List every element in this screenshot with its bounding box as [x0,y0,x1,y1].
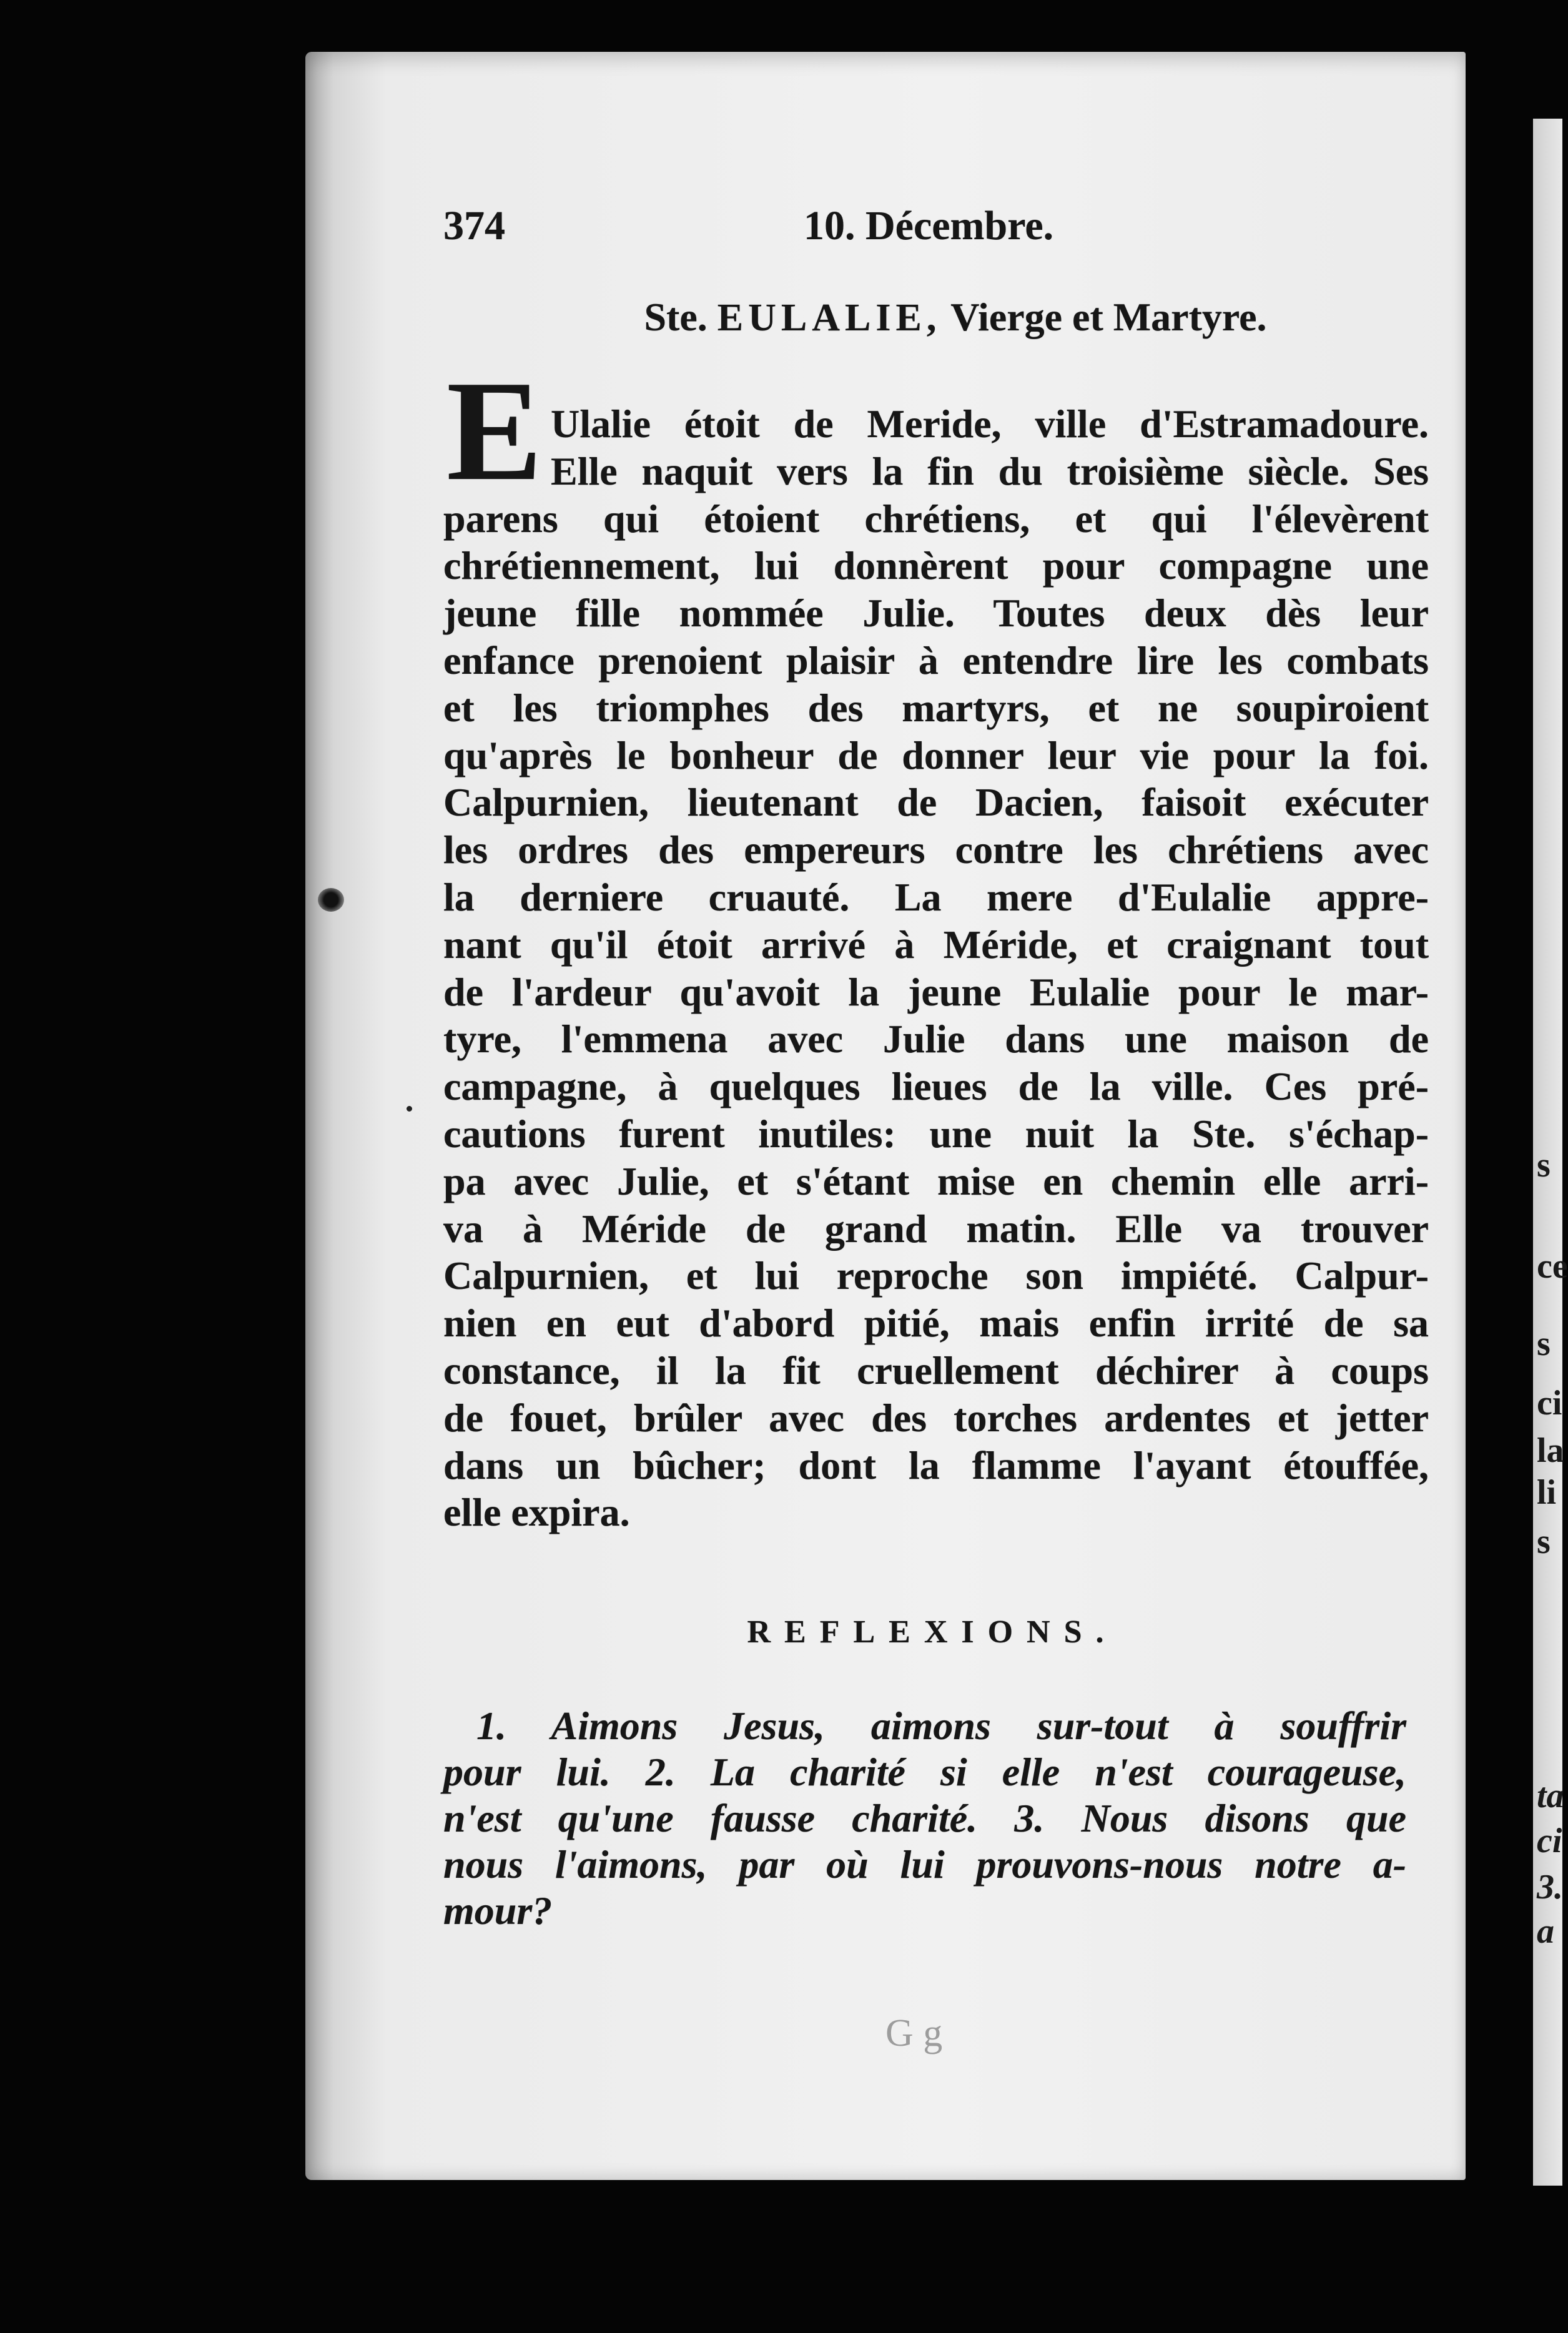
body-line: de l'ardeur qu'avoit la jeune Eulalie pour le mar- [443,969,1429,1014]
reflection-line: pour lui. 2. La charité si elle n'est courageuse, [443,1750,1406,1794]
body-line: pa avec Julie, et s'étant mise en chemin elle arri- [443,1158,1429,1203]
body-line: cautions furent inutiles: une nuit la Ste. s'échap- [443,1111,1429,1156]
body-line: nant qu'il étoit arrivé à Méride, et craignant tout [443,922,1429,967]
adjacent-page-fragment: s [1537,1324,1551,1363]
adjacent-page-fragment: a [1537,1912,1554,1951]
body-line: campagne, à quelques lieues de la ville. Ces pré- [443,1064,1429,1109]
reflection-line: n'est qu'une fausse charité. 3. Nous disons que [443,1796,1406,1840]
body-line: dans un bûcher; dont la flamme l'ayant étouffée, [443,1443,1429,1487]
reflection-line: mour? [443,1888,553,1933]
body-line: va à Méride de grand matin. Elle va trouver [443,1206,1429,1251]
body-line: Calpurnien, et lui reproche son impiété. Calpur- [443,1253,1429,1298]
book-page [305,52,1466,2180]
adjacent-page-fragment: ci [1537,1822,1562,1860]
page-number: 374 [443,203,505,249]
body-text [443,400,1429,1536]
body-line: parens qui étoient chrétiens, et qui l'élevèrent [443,496,1429,541]
body-line: enfance prenoient plaisir à entendre lire les combats [443,638,1429,683]
body-line: la derniere cruauté. La mere d'Eulalie appre- [443,874,1429,919]
adjacent-page-fragment: ta [1537,1777,1564,1815]
reflections-heading: REFLEXIONS. [747,1614,1118,1650]
drop-cap: E [446,351,543,510]
adjacent-page-fragment: 3. [1537,1868,1563,1906]
reflection-line: 1. Aimons Jesus, aimons sur-tout à souffrir [476,1704,1406,1748]
adjacent-page-fragment: s [1537,1146,1551,1185]
body-line: nien en eut d'abord pitié, mais enfin irrité de sa [443,1301,1429,1346]
adjacent-page-fragment: li [1537,1473,1557,1512]
title-prefix: Ste. [644,295,708,339]
reflection-line: nous l'aimons, par où lui prouvons-nous notre a- [443,1842,1406,1887]
adjacent-page-fragment: s [1537,1522,1551,1561]
ink-speck [407,1106,412,1112]
title-name: EULALIE, [717,297,942,339]
adjacent-page-fragment: la [1537,1431,1564,1470]
body-line: Ulalie étoit de Meride, ville d'Estramadoure. [551,402,1429,446]
body-line: constance, il la fit cruellement déchirer à coups [443,1348,1429,1393]
body-line: qu'après le bonheur de donner leur vie pour la foi. [443,732,1429,777]
body-line: chrétiennement, lui donnèrent pour compagne une [443,543,1429,588]
reflections-text [443,1703,1406,1934]
body-line: Elle naquit vers la fin du troisième siècle. Ses [551,448,1429,493]
running-head: 10. Décembre. [804,203,1054,249]
body-line: tyre, l'emmena avec Julie dans une maison de [443,1017,1429,1062]
ink-blot [318,888,344,912]
body-line: Calpurnien, lieutenant de Dacien, faisoit exécuter [443,780,1429,825]
title-suffix: Vierge et Martyre. [950,295,1267,339]
body-line: et les triomphes des martyrs, et ne soupiroient [443,685,1429,730]
adjacent-page-edge [1533,119,1568,2186]
body-line: jeune fille nommée Julie. Toutes deux dès leur [443,591,1429,636]
body-line: elle expira. [443,1490,630,1535]
body-line: les ordres des empereurs contre les chrétiens avec [443,827,1429,872]
adjacent-page-fragment: ci [1537,1384,1562,1423]
saint-title [550,292,1361,342]
signature-mark: G g [885,2012,943,2054]
body-line: de fouet, brûler avec des torches ardentes et jetter [443,1395,1429,1440]
adjacent-page-fragment: ce [1537,1247,1568,1286]
